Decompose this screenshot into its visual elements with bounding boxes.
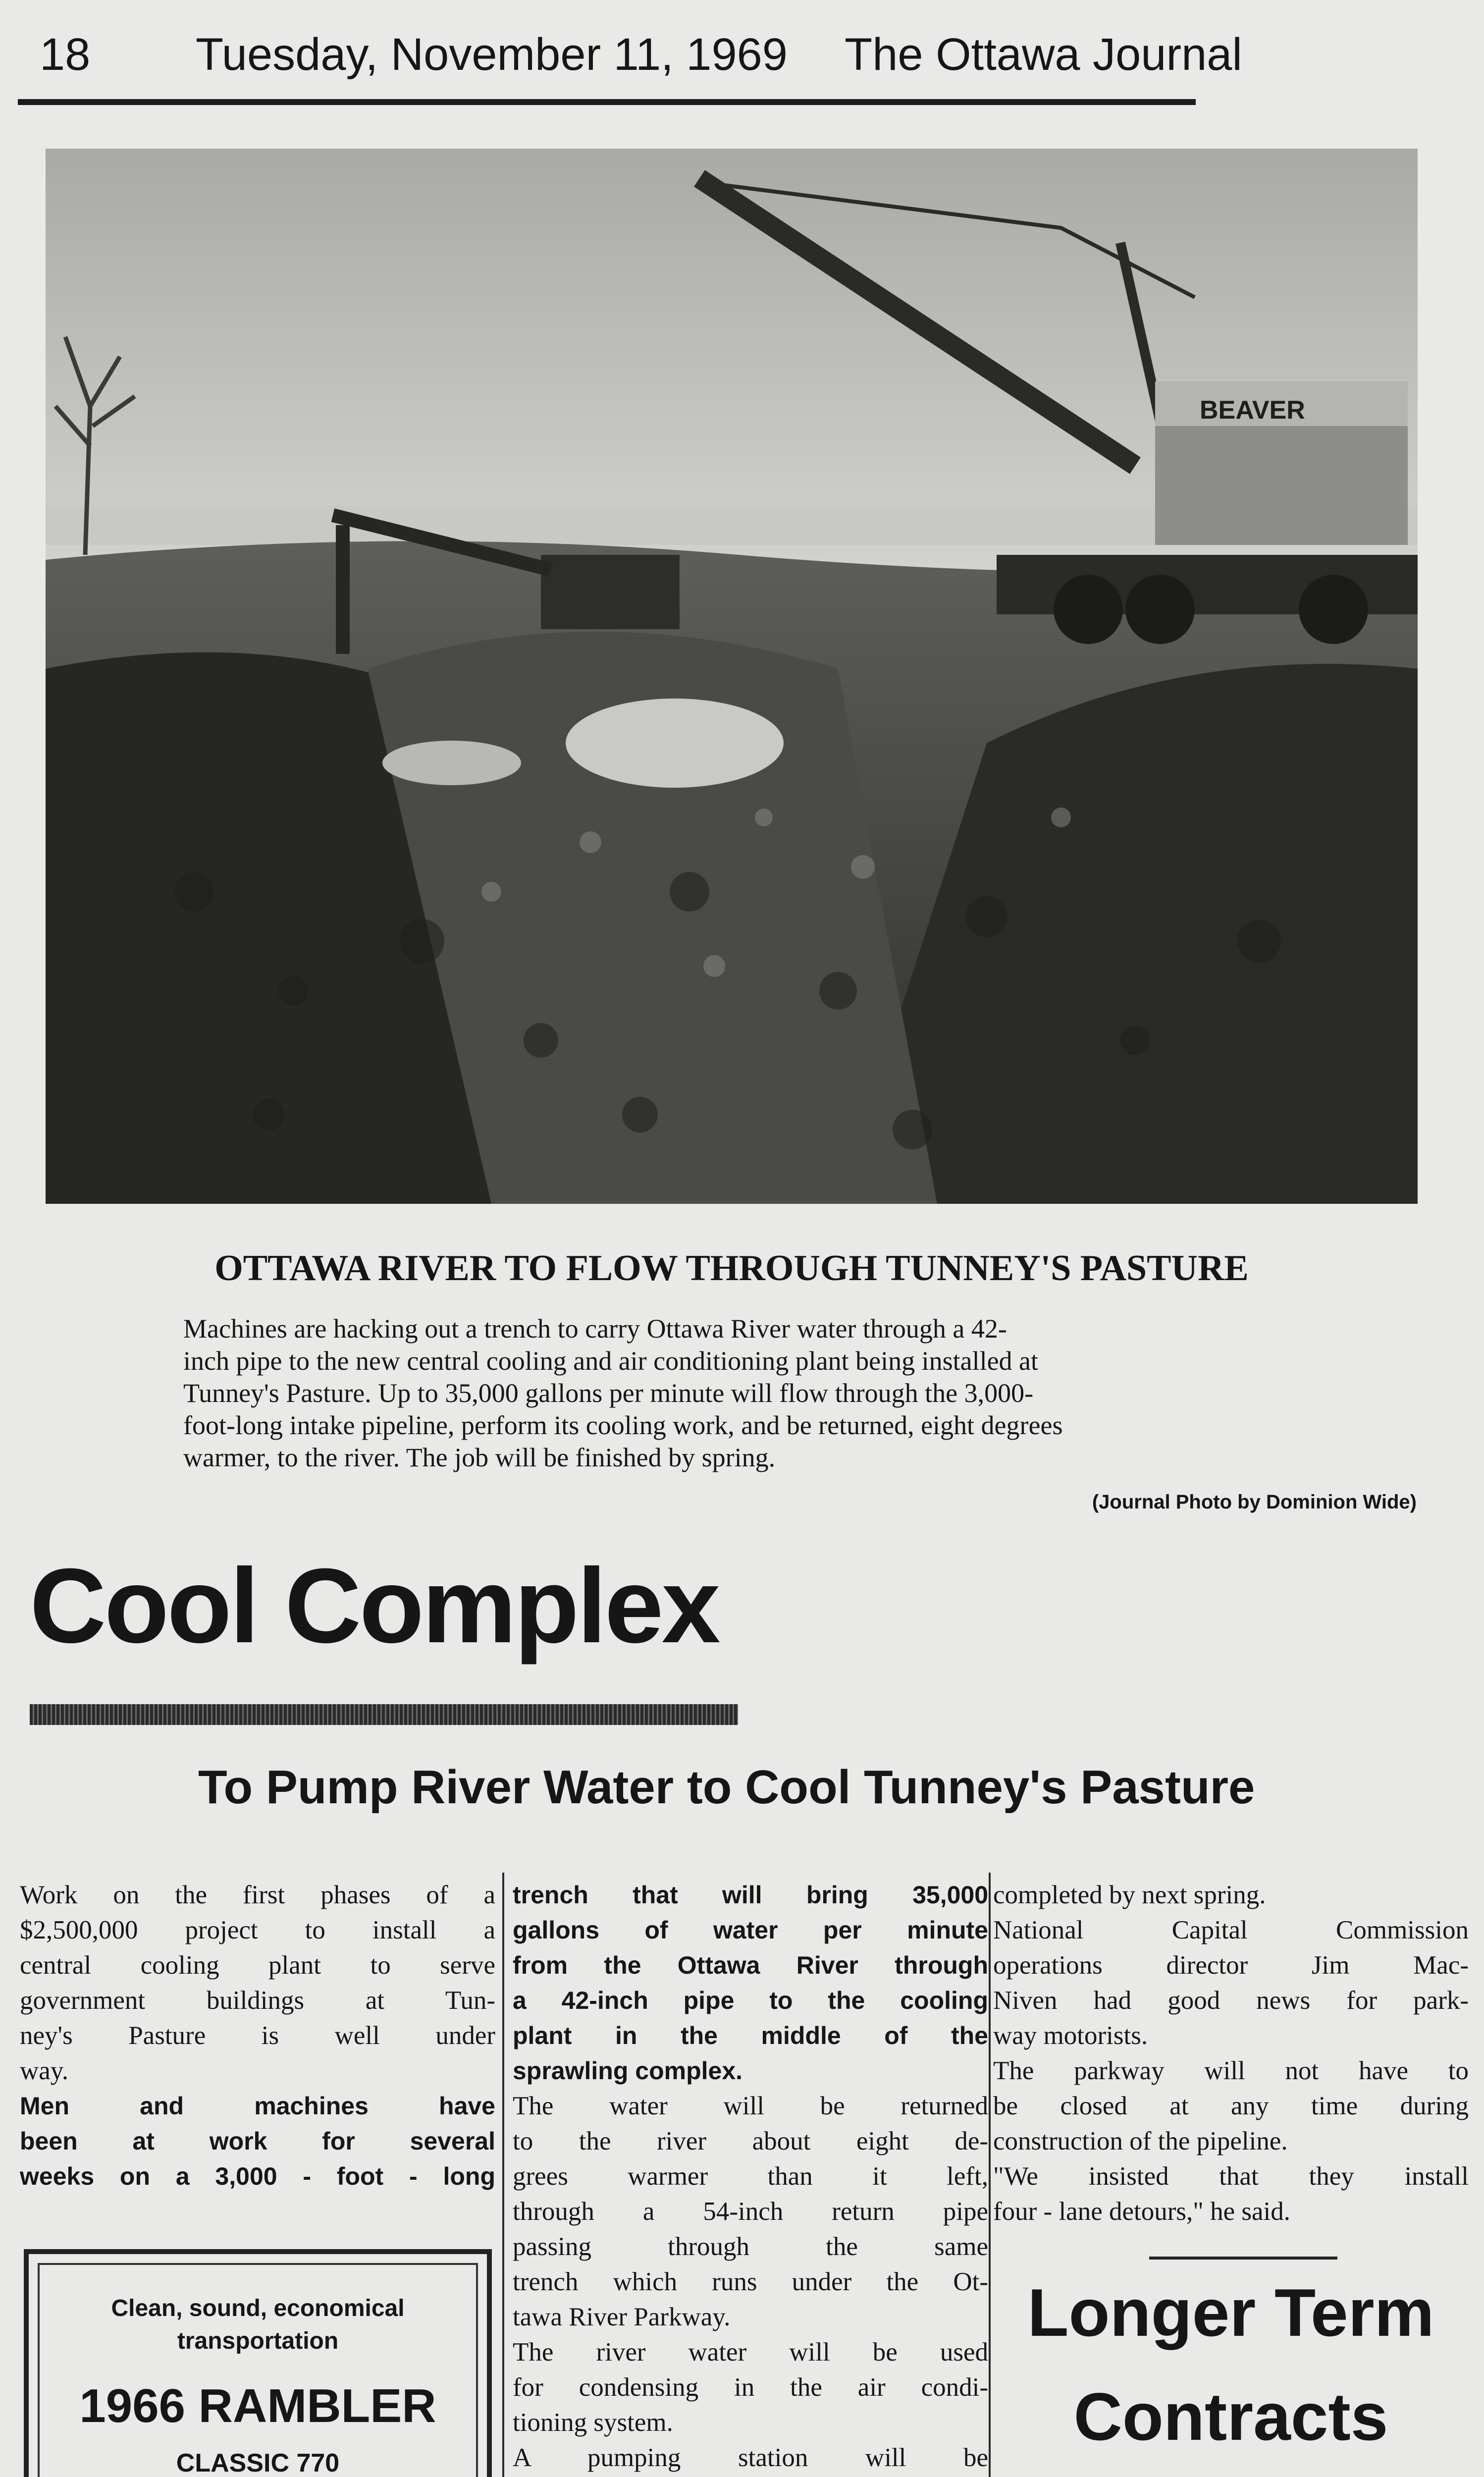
text-line: through a 54-inch return pipe — [513, 2197, 988, 2226]
text-line: The water will be returned — [513, 2092, 988, 2120]
text-line: A pumping station will be — [513, 2443, 988, 2472]
text-line: tawa River Parkway. — [513, 2303, 731, 2331]
ad-trim: CLASSIC 770 — [176, 2449, 340, 2477]
text-line: plant in the middle of the — [513, 2022, 988, 2049]
article-column-1 — [20, 1878, 495, 2194]
text-line: weeks on a 3,000 - foot - long — [20, 2162, 495, 2190]
text-line: ney's Pasture is well under — [20, 2021, 495, 2050]
text-line: way. — [20, 2056, 69, 2085]
column-rule — [989, 1873, 991, 2477]
article-headline: Cool Complex — [30, 1547, 719, 1665]
text-line: central cooling plant to serve — [20, 1951, 495, 1980]
issue-date: Tuesday, November 11, 1969 — [196, 29, 788, 80]
caption-line: warmer, to the river. The job will be finished by spring. — [183, 1443, 776, 1472]
text-line: government buildings at Tun- — [20, 1986, 495, 2015]
article-column-3 — [993, 1878, 1469, 2229]
text-line: The river water will be used — [513, 2338, 988, 2367]
caption-line: foot-long intake pipeline, perform its cooling work, and be returned, eight degrees — [183, 1410, 1063, 1440]
second-headline-line: Longer Term — [1027, 2275, 1434, 2350]
header-rule — [18, 99, 1196, 105]
ad-inner-border — [38, 2263, 478, 2477]
article-column-2 — [513, 1878, 988, 2477]
page-number: 18 — [40, 29, 91, 80]
text-line: operations director Jim Mac- — [993, 1951, 1469, 1980]
caption-line: Tunney's Pasture. Up to 35,000 gallons per minute will flow through the 3,000- — [183, 1378, 1034, 1408]
text-line: for condensing in the air condi- — [513, 2373, 988, 2402]
text-line: "We insisted that they install — [993, 2162, 1469, 2191]
rambler-advertisement — [24, 2249, 492, 2477]
newspaper-name: The Ottawa Journal — [845, 29, 1242, 80]
text-line: National Capital Commission — [993, 1916, 1469, 1944]
text-line: a 42-inch pipe to the cooling — [513, 1987, 988, 2014]
text-line: gallons of water per minute — [513, 1916, 988, 1944]
text-line: Niven had good news for park- — [993, 1986, 1469, 2015]
photo-caption-title: OTTAWA RIVER TO FLOW THROUGH TUNNEY'S PASTURE — [214, 1248, 1249, 1289]
photo-credit: (Journal Photo by Dominion Wide) — [1092, 1491, 1417, 1513]
text-line: The parkway will not have to — [993, 2056, 1469, 2085]
text-line: Men and machines have — [20, 2092, 495, 2120]
ad-model: 1966 RAMBLER — [79, 2379, 436, 2432]
headline-bar — [30, 1704, 738, 1725]
text-line: from the Ottawa River through — [513, 1951, 988, 1979]
text-line: completed by next spring. — [993, 1881, 1266, 1909]
article-subhead: To Pump River Water to Cool Tunney's Pasture — [198, 1761, 1255, 1814]
second-headline-line: Contracts — [1073, 2379, 1388, 2454]
text-line: grees warmer than it left, — [513, 2162, 988, 2191]
text-line: construction of the pipeline. — [993, 2127, 1288, 2155]
column-rule — [502, 1873, 504, 2477]
ad-tagline: Clean, sound, economical — [111, 2295, 405, 2321]
ad-tagline-2: transportation — [177, 2328, 339, 2354]
crane-label: BEAVER — [1200, 396, 1305, 425]
text-line: passing through the same — [513, 2232, 988, 2261]
photo-caption — [183, 1313, 1402, 1474]
caption-line: inch pipe to the new central cooling and air conditioning plant being installed at — [183, 1346, 1039, 1376]
text-line: Work on the first phases of a — [20, 1881, 495, 1909]
text-line: four - lane detours," he said. — [993, 2197, 1291, 2226]
text-line: trench that will bring 35,000 — [513, 1881, 988, 1909]
text-line: be closed at any time during — [993, 2092, 1469, 2120]
crane-excavation-photo — [46, 149, 1418, 1204]
text-line: $2,500,000 project to install a — [20, 1916, 495, 1944]
text-line: sprawling complex. — [513, 2057, 743, 2085]
text-line: been at work for several — [20, 2127, 495, 2155]
text-line: way motorists. — [993, 2021, 1148, 2050]
caption-line: Machines are hacking out a trench to carry Ottawa River water through a 42- — [183, 1314, 1007, 1344]
article-separator — [1149, 2257, 1337, 2260]
text-line: tioning system. — [513, 2408, 673, 2437]
text-line: trench which runs under the Ot- — [513, 2267, 988, 2296]
text-line: to the river about eight de- — [513, 2127, 988, 2155]
